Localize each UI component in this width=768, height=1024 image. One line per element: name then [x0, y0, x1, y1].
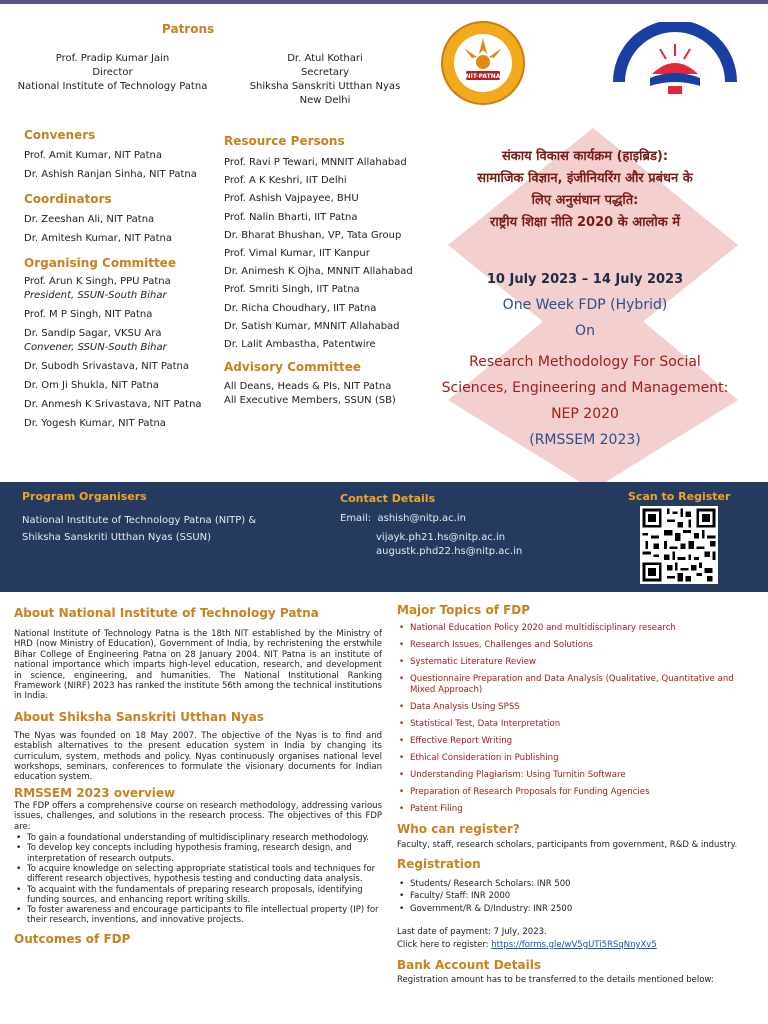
organising-member: Prof. M P Singh, NIT Patna — [24, 309, 153, 320]
details-column — [397, 603, 759, 986]
about-nitp-text: National Institute of Technology Patna is the 18th NIT established by the Ministry of HRD (now Ministry of Education), Government of India, by rechristening the erstwhile Bihar College of Engineering Patna on 28 January 2004. NIT Patna is an institute of national importance which imparts high-level education, research, and development in science, engineering, and humanities. The National Institutional Ranking Framework (NIRF) 2023 has ranked the institute 56th among the technical institutions in India. — [14, 629, 382, 702]
bank-details-heading: Bank Account Details — [397, 958, 542, 973]
topics-list — [397, 623, 759, 815]
last-date-text: Last date of payment: 7 July, 2023. — [397, 927, 547, 938]
who-can-register-heading: Who can register? — [397, 821, 520, 836]
program-english-title — [420, 349, 750, 453]
organising-member: Dr. Yogesh Kumar, NIT Patna — [24, 418, 166, 429]
coordinator-item: Dr. Zeeshan Ali, NIT Patna — [24, 214, 155, 225]
resource-person: Prof. Ravi P Tewari, MNNIT Allahabad — [224, 157, 407, 168]
major-topics-heading: Major Topics of FDP — [397, 603, 531, 617]
resource-person: Prof. Smriti Singh, IIT Patna — [224, 284, 360, 296]
outcomes-heading: Outcomes of FDP — [14, 931, 131, 946]
middle-committee-column — [224, 134, 434, 408]
about-column — [14, 606, 382, 946]
patron-secretary — [230, 52, 420, 108]
title-line: NEP 2020 — [551, 406, 619, 422]
patron-role: Secretary — [300, 67, 350, 78]
topic-item: • Research Issues, Challenges and Solutions — [397, 640, 759, 651]
hindi-program-title — [420, 146, 750, 234]
about-nitp-heading: About National Institute of Technology Patna — [14, 606, 319, 620]
advisory-item: All Executive Members, SSUN (SB) — [224, 395, 396, 407]
topic-item: • Questionnaire Preparation and Data Analysis (Qualitative, Quantitative and Mixed Approach) — [397, 674, 759, 695]
topic-item: • Systematic Literature Review — [397, 657, 759, 668]
top-accent-bar — [0, 0, 768, 4]
resource-person: Prof. Vimal Kumar, IIT Kanpur — [224, 248, 370, 260]
member-role: Convener, SSUN-South Bihar — [24, 342, 167, 353]
topic-item: • Ethical Consideration in Publishing — [397, 753, 759, 764]
organising-member: Dr. Anmesh K Srivastava, NIT Patna — [24, 399, 202, 410]
registration-qr-code[interactable] — [640, 506, 718, 584]
topic-item: • Data Analysis Using SPSS — [397, 702, 759, 713]
patron-director — [0, 52, 225, 94]
patrons-heading: Patrons — [162, 22, 215, 36]
bank-details-text: Registration amount has to be transferred to the details mentioned below: — [397, 975, 714, 986]
registration-heading: Registration — [397, 856, 481, 871]
hindi-title-line: लिए अनुसंधान पद्धति: — [531, 193, 639, 208]
hindi-title-line: संकाय विकास कार्यक्रम (हाइब्रिड): — [501, 149, 669, 164]
resource-person: Dr. Animesh K Ojha, MNNIT Allahabad — [224, 266, 413, 278]
svg-text:NIT-PATNA: NIT-PATNA — [465, 73, 501, 80]
resource-person: Prof. A K Keshri, IIT Delhi — [224, 175, 347, 187]
topic-item: • Patent Filing — [397, 804, 759, 815]
objective-item: • To develop key concepts including hypothesis framing, research design, and interpretation of research outputs. — [14, 843, 382, 864]
contact-details-heading: Contact Details — [340, 492, 436, 505]
fee-item: • Students/ Research Scholars: INR 500 — [397, 878, 759, 891]
hindi-title-line: राष्ट्रीय शिक्षा नीति 2020 के आलोक में — [490, 215, 680, 230]
coordinator-item: Dr. Amitesh Kumar, NIT Patna — [24, 233, 172, 244]
objective-item: • To gain a foundational understanding of multidisciplinary research methodology. — [14, 833, 382, 843]
title-line: (RMSSEM 2023) — [529, 432, 641, 448]
fee-item: • Faculty/ Staff: INR 2000 — [397, 890, 759, 903]
title-line: Research Methodology For Social — [469, 354, 701, 370]
email-link[interactable]: augustk.phd22.hs@nitp.ac.in — [376, 546, 523, 557]
organising-member: Dr. Om Ji Shukla, NIT Patna — [24, 380, 159, 391]
topic-item: • Effective Report Writing — [397, 736, 759, 747]
patron-role: Director — [92, 67, 133, 78]
organising-member — [24, 275, 224, 303]
member-name: Prof. Arun K Singh, PPU Patna — [24, 276, 171, 287]
organiser-line: Shiksha Sanskriti Utthan Nyas (SSUN) — [22, 532, 212, 543]
hindi-title-line: सामाजिक विज्ञान, इंजीनियरिंग और प्रबंधन के — [477, 171, 693, 186]
overview-text: The FDP offers a comprehensive course on research methodology, addressing various issues, challenges, and solutions in the research process. The objectives of this FDP are: — [14, 800, 382, 832]
email-link[interactable]: ashish@nitp.ac.in — [377, 513, 466, 524]
patron-org: Shiksha Sanskriti Utthan Nyas — [249, 81, 401, 92]
program-on-label: On — [575, 323, 595, 339]
patron-city: New Delhi — [299, 95, 351, 106]
convener-item: Prof. Amit Kumar, NIT Patna — [24, 150, 163, 161]
register-line — [397, 940, 759, 950]
about-ssun-text: The Nyas was founded on 18 May 2007. The objective of the Nyas is to find and establish alternatives to the present education system in India by changing its curriculum, system, methods and policy. Nyas continuously organises national level workshops, seminars, conferences to formulate the visionary documents for Indian education system. — [14, 730, 382, 783]
advisory-committee-heading: Advisory Committee — [224, 360, 362, 375]
topic-item: • Understanding Plagiarism: Using Turnitin Software — [397, 770, 759, 781]
about-ssun-heading: About Shiksha Sanskriti Utthan Nyas — [14, 709, 264, 724]
objective-item: • To foster awareness and encourage participants to file intellectual property (IP) for their research, inventions, and innovative projects. — [14, 905, 382, 926]
coordinators-heading: Coordinators — [24, 192, 112, 206]
overview-heading: RMSSEM 2023 overview — [14, 785, 176, 800]
resource-person: Dr. Richa Choudhary, IIT Patna — [224, 302, 377, 314]
convener-item: Dr. Ashish Ranjan Sinha, NIT Patna — [24, 169, 197, 180]
title-line: Sciences, Engineering and Management: — [441, 380, 729, 396]
patron-name: Prof. Pradip Kumar Jain — [55, 53, 170, 64]
resource-person: Dr. Lalit Ambastha, Patentwire — [224, 339, 376, 351]
advisory-item: All Deans, Heads & PIs, NIT Patna — [224, 381, 392, 393]
email-label: Email: — [340, 513, 372, 524]
patron-name: Dr. Atul Kothari — [287, 53, 363, 64]
member-name: Dr. Sandip Sagar, VKSU Ara — [24, 328, 162, 339]
organising-member: Dr. Subodh Srivastava, NIT Patna — [24, 361, 190, 372]
program-organisers-heading: Program Organisers — [22, 490, 147, 503]
resource-person: Prof. Ashish Vajpayee, BHU — [224, 193, 359, 205]
resource-persons-heading: Resource Persons — [224, 134, 345, 148]
register-label: Click here to register: — [397, 939, 489, 950]
register-link[interactable]: https://forms.gle/wV5gUTi5RSqNnyXv5 — [491, 939, 657, 950]
objective-item: • To acquaint with the fundamentals of preparing research proposals, identifying funding sources, and enhancing report writing skills. — [14, 885, 382, 906]
conveners-heading: Conveners — [24, 128, 96, 142]
member-role: President, SSUN-South Bihar — [24, 290, 167, 301]
contact-emails — [340, 510, 522, 560]
program-organisers-text — [22, 512, 256, 546]
email-link[interactable]: vijayk.ph21.hs@nitp.ac.in — [376, 532, 506, 543]
objective-item: • To acquire knowledge on selecting appropriate statistical tools and techniques for different research objectives, hypothesis testing and conducting data analysis. — [14, 864, 382, 885]
topic-item: • National Education Policy 2020 and multidisciplinary research — [397, 623, 759, 634]
program-dates: 10 July 2023 – 14 July 2023 — [486, 272, 684, 287]
resource-person: Prof. Nalin Bharti, IIT Patna — [224, 211, 358, 223]
patron-org: National Institute of Technology Patna — [17, 81, 208, 92]
resource-person: Dr. Satish Kumar, MNNIT Allahabad — [224, 320, 400, 332]
fee-item: • Government/R & D/Industry: INR 2500 — [397, 903, 759, 916]
topic-item: • Preparation of Research Proposals for Funding Agencies — [397, 787, 759, 798]
program-type: One Week FDP (Hybrid) — [502, 297, 668, 313]
who-can-register-text: Faculty, staff, research scholars, participants from government, R&D & industry. — [397, 839, 738, 850]
organiser-line: National Institute of Technology Patna (NITP) & — [22, 515, 257, 526]
objectives-list — [14, 833, 382, 926]
scan-to-register-heading: Scan to Register — [628, 490, 731, 503]
left-committee-column — [24, 128, 224, 431]
topic-item: • Statistical Test, Data Interpretation — [397, 719, 759, 730]
resource-person: Dr. Bharat Bhushan, VP, Tata Group — [224, 229, 402, 241]
organising-member — [24, 327, 224, 355]
registration-fees-list — [397, 878, 759, 916]
organising-committee-heading: Organising Committee — [24, 256, 176, 270]
